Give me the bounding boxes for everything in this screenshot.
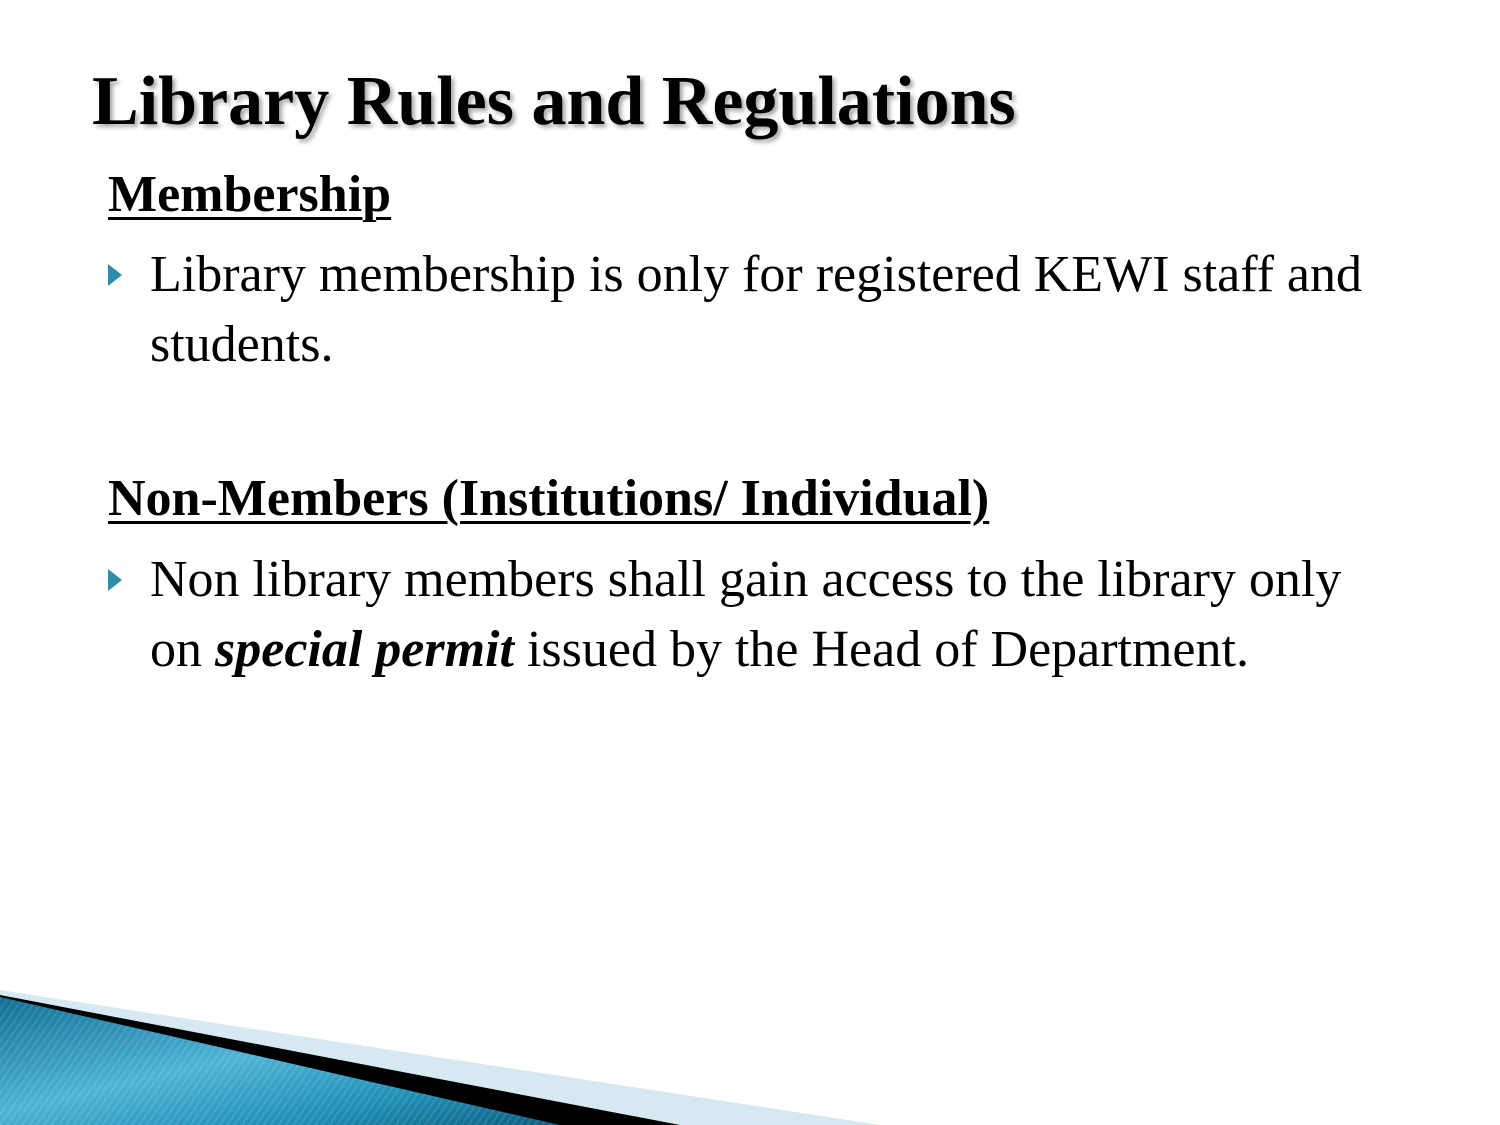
bullet-item-non-members bbox=[108, 545, 1398, 685]
triangle-right-icon bbox=[108, 545, 150, 615]
emphasis-special-permit: special permit bbox=[215, 621, 514, 678]
bullet-text-part: Non library members shall gain access to the library only on bbox=[150, 551, 1342, 678]
bullet-item-membership bbox=[108, 240, 1398, 380]
bullet-text-membership: Library membership is only for registered KEWI staff and students. bbox=[150, 246, 1362, 373]
decorative-corner-swoosh bbox=[0, 935, 900, 1125]
bullet-text-non-members bbox=[150, 545, 1398, 685]
triangle-right-icon bbox=[108, 240, 150, 310]
section-heading-non-members: Non-Members (Institutions/ Individual) bbox=[108, 470, 990, 527]
section-heading-membership: Membership bbox=[108, 166, 392, 223]
bullet-text-part: issued by the Head of Department. bbox=[513, 621, 1249, 678]
slide-title: Library Rules and Regulations bbox=[92, 63, 1016, 140]
